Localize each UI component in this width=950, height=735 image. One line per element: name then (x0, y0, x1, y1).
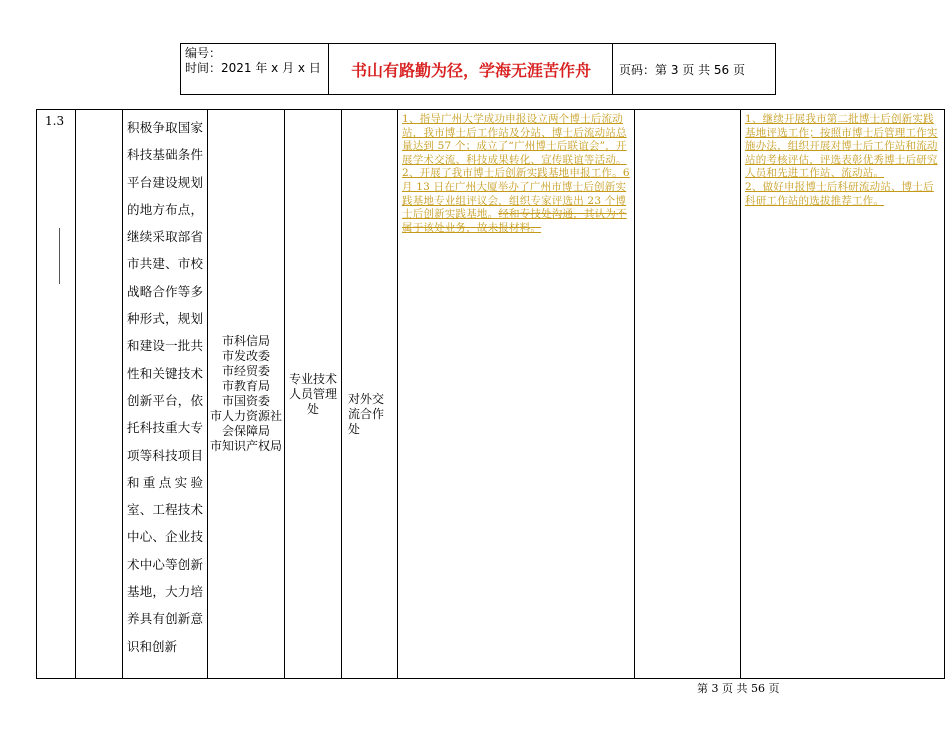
department-item: 市发改委 (221, 349, 270, 363)
row-number: 1.3 (45, 114, 65, 128)
column-divider (634, 110, 635, 678)
department-item: 市教育局 (221, 379, 270, 393)
document-header (180, 43, 776, 95)
main-table (36, 109, 945, 679)
office-professional: 专业技术人员管理处 (289, 371, 338, 416)
office-international: 对外交流合作处 (348, 392, 385, 436)
margin-mark (59, 228, 60, 284)
plan-notes (741, 110, 945, 678)
department-item: 市科信局 (221, 334, 270, 348)
progress-note-1: 1、指导广州大学成功申报设立两个博士后流动站，我市博士后工作站及分站、博士后流动站总量达到 57 个；成立了“广州博士后联谊会”，开展学术交流、科技成果转化、宣传联谊等活动。 (402, 113, 627, 166)
department-item: 市知识产权局 (209, 439, 282, 453)
page-footer: 第 3 页 共 56 页 (697, 682, 780, 695)
progress-note-struck: 经和专技处沟通，其认为不属于该处业务，故未报材料。 (402, 208, 627, 234)
departments-cell (208, 110, 284, 678)
progress-notes (398, 110, 634, 678)
code-label: 编号： (185, 46, 222, 60)
task-description: 积极争取国家科技基础条件平台建设规划的地方布点，继续采取部省市共建、市校战略合作等多种形式，规划和建设一批共性和关键技术创新平台，依托科技重大专项等科技项目和重点实验室、工程技术中心、企业技术中心等创新基地，大力培养具有创新意识和创新 (127, 120, 203, 654)
progress-note-2: 2、开展了我市博士后创新实践基地申报工作。6 月 13 日在广州大厦举办了广州市博士后创新实践基地专业组评议会，组织专家评选出 23 个博士后创新实践基地。 (402, 167, 630, 221)
time-label: 时间：2021 年 x 月 x 日 (185, 61, 321, 75)
department-item: 市经贸委 (221, 364, 270, 378)
motto: 书山有路勤为径，学海无涯苦作舟 (330, 44, 613, 94)
header-meta (181, 44, 329, 94)
plan-note-1: 1、继续开展我市第二批博士后创新实践基地评选工作；按照市博士后管理工作实施办法，组织开展对博士后工作站和流动站的考核评估，评选表彰优秀博士后研究人员和先进工作站、流动站。 (745, 113, 938, 180)
departments-list (208, 334, 284, 454)
page-info: 页码：第 3 页 共 56 页 (619, 62, 745, 77)
column-divider (75, 110, 76, 678)
department-item: 市人力资源社会保障局 (209, 409, 282, 438)
plan-note-2: 2、做好申报博士后科研流动站、博士后科研工作站的选拔推荐工作。 (745, 180, 934, 207)
department-item: 市国资委 (221, 394, 270, 408)
